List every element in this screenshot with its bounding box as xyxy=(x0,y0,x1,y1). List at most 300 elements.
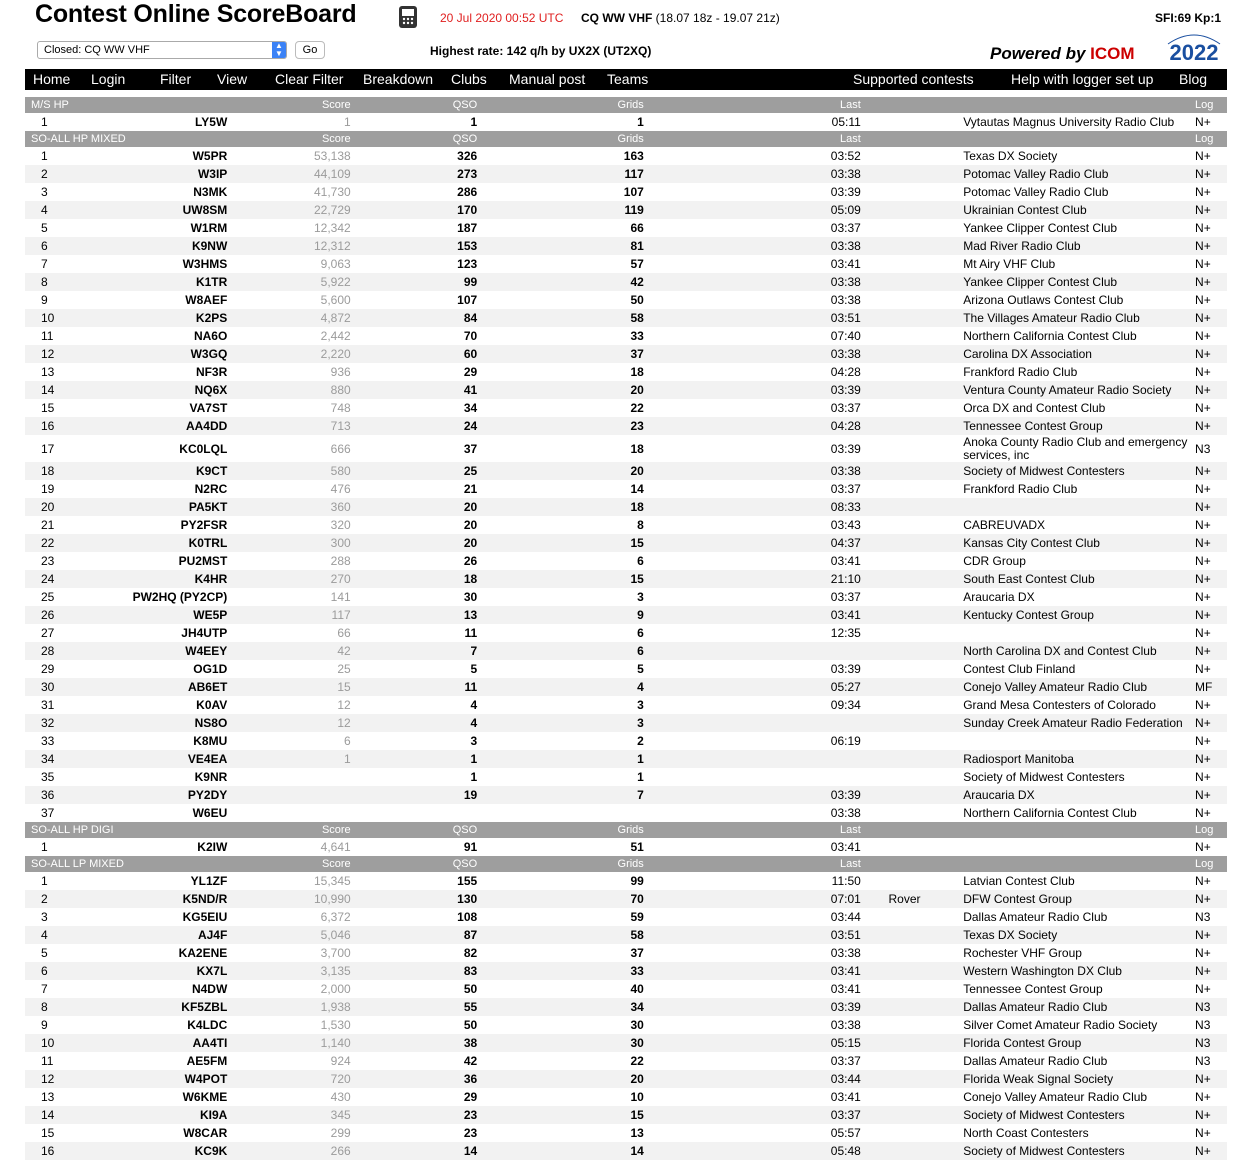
last-time: 03:41 xyxy=(644,980,861,998)
log-status[interactable]: N+ xyxy=(1195,201,1227,219)
table-row xyxy=(25,962,1227,980)
callsign[interactable]: PU2MST xyxy=(130,552,227,570)
log-status[interactable]: N+ xyxy=(1195,183,1227,201)
category xyxy=(861,327,948,345)
section-name[interactable]: SO-ALL LP MIXED xyxy=(25,856,130,872)
qso-count: 29 xyxy=(351,363,478,381)
club[interactable]: Ventura County Amateur Radio Society xyxy=(948,381,1195,399)
callsign[interactable]: KI9A xyxy=(130,1106,227,1124)
qso-count: 19 xyxy=(351,786,478,804)
last-time: 03:38 xyxy=(644,237,861,255)
log-status[interactable]: N+ xyxy=(1195,255,1227,273)
callsign[interactable]: K8MU xyxy=(130,732,227,750)
qso-count: 20 xyxy=(351,516,478,534)
club[interactable]: Northern California Contest Club xyxy=(948,804,1195,822)
main-nav xyxy=(25,69,1227,90)
position: 1 xyxy=(25,147,130,165)
last-time: 03:41 xyxy=(644,962,861,980)
last-time xyxy=(644,768,861,786)
grids: 14 xyxy=(477,1142,644,1160)
position: 20 xyxy=(25,498,130,516)
log-status[interactable]: N+ xyxy=(1195,660,1227,678)
club[interactable]: Potomac Valley Radio Club xyxy=(948,183,1195,201)
callsign[interactable]: W8CAR xyxy=(130,1124,227,1142)
grids: 20 xyxy=(477,381,644,399)
callsign[interactable]: W5PR xyxy=(130,147,227,165)
callsign[interactable]: PA5KT xyxy=(130,498,227,516)
callsign[interactable]: KC0LQL xyxy=(130,435,227,462)
score: 5,600 xyxy=(227,291,350,309)
log-status[interactable]: N+ xyxy=(1195,399,1227,417)
log-status[interactable]: N+ xyxy=(1195,962,1227,980)
log-status[interactable]: N+ xyxy=(1195,1142,1227,1160)
grids: 66 xyxy=(477,219,644,237)
log-status[interactable]: N+ xyxy=(1195,872,1227,890)
nav-teams[interactable]: Teams xyxy=(607,71,649,87)
log-status[interactable]: N+ xyxy=(1195,1070,1227,1088)
qso-count: 83 xyxy=(351,962,478,980)
callsign[interactable]: AA4DD xyxy=(130,417,227,435)
club[interactable]: The Villages Amateur Radio Club xyxy=(948,309,1195,327)
club[interactable]: Dallas Amateur Radio Club xyxy=(948,998,1195,1016)
qso-count: 11 xyxy=(351,678,478,696)
grids: 18 xyxy=(477,498,644,516)
grids: 58 xyxy=(477,926,644,944)
log-status[interactable]: N3 xyxy=(1195,1016,1227,1034)
callsign[interactable]: K0TRL xyxy=(130,534,227,552)
log-status[interactable]: N+ xyxy=(1195,714,1227,732)
qso-count: 34 xyxy=(351,399,478,417)
callsign[interactable]: K5ND/R xyxy=(130,890,227,908)
nav-view[interactable]: View xyxy=(217,71,248,87)
last-time: 03:38 xyxy=(644,165,861,183)
club[interactable]: Latvian Contest Club xyxy=(948,872,1195,890)
log-status[interactable]: N+ xyxy=(1195,327,1227,345)
log-status[interactable]: N3 xyxy=(1195,435,1227,462)
table-row xyxy=(25,696,1227,714)
callsign[interactable]: N4DW xyxy=(130,980,227,998)
log-status[interactable]: N+ xyxy=(1195,926,1227,944)
score xyxy=(227,786,350,804)
nav-help-logger[interactable]: Help with logger set up xyxy=(1011,71,1154,87)
score: 299 xyxy=(227,1124,350,1142)
category xyxy=(861,588,948,606)
log-status[interactable]: N+ xyxy=(1195,165,1227,183)
nav-login[interactable]: Login xyxy=(91,71,126,87)
club[interactable]: Orca DX and Contest Club xyxy=(948,399,1195,417)
club[interactable]: Kansas City Contest Club xyxy=(948,534,1195,552)
callsign[interactable]: KA2ENE xyxy=(130,944,227,962)
callsign[interactable]: W3GQ xyxy=(130,345,227,363)
grids: 2 xyxy=(477,732,644,750)
position: 37 xyxy=(25,804,130,822)
column-header-score: Score xyxy=(227,856,350,872)
log-status[interactable]: N+ xyxy=(1195,570,1227,588)
position: 2 xyxy=(25,890,130,908)
score: 713 xyxy=(227,417,350,435)
club[interactable]: Tennessee Contest Group xyxy=(948,980,1195,998)
qso-count: 13 xyxy=(351,606,478,624)
category xyxy=(861,1088,948,1106)
position: 14 xyxy=(25,1106,130,1124)
callsign[interactable]: K9CT xyxy=(130,462,227,480)
callsign[interactable]: NA6O xyxy=(130,327,227,345)
club[interactable]: Texas DX Society xyxy=(948,147,1195,165)
position: 1 xyxy=(25,838,130,856)
column-header-qso: QSO xyxy=(351,131,478,147)
log-status[interactable]: N+ xyxy=(1195,534,1227,552)
qso-count: 36 xyxy=(351,1070,478,1088)
last-time: 05:48 xyxy=(644,1142,861,1160)
last-time: 03:37 xyxy=(644,588,861,606)
log-status[interactable]: N+ xyxy=(1195,480,1227,498)
powered-by-icom[interactable] xyxy=(990,44,1135,64)
position: 11 xyxy=(25,1052,130,1070)
category xyxy=(861,786,948,804)
club[interactable] xyxy=(948,838,1195,856)
last-time: 03:43 xyxy=(644,516,861,534)
last-time xyxy=(644,750,861,768)
log-status[interactable]: N+ xyxy=(1195,147,1227,165)
mobile-phone-icon[interactable] xyxy=(396,4,420,30)
log-status[interactable]: N+ xyxy=(1195,750,1227,768)
callsign[interactable]: N3MK xyxy=(130,183,227,201)
club[interactable]: Dallas Amateur Radio Club xyxy=(948,1052,1195,1070)
club[interactable] xyxy=(948,498,1195,516)
club[interactable]: Society of Midwest Contesters xyxy=(948,462,1195,480)
nav-breakdown[interactable]: Breakdown xyxy=(363,71,434,87)
section-name[interactable]: SO-ALL HP MIXED xyxy=(25,131,130,147)
grids: 6 xyxy=(477,642,644,660)
club[interactable]: Silver Comet Amateur Radio Society xyxy=(948,1016,1195,1034)
log-status[interactable]: N3 xyxy=(1195,1052,1227,1070)
log-status[interactable]: N+ xyxy=(1195,838,1227,856)
log-status[interactable]: N+ xyxy=(1195,219,1227,237)
callsign[interactable]: YL1ZF xyxy=(130,872,227,890)
log-status[interactable]: N+ xyxy=(1195,552,1227,570)
log-status[interactable]: N3 xyxy=(1195,998,1227,1016)
qso-count: 4 xyxy=(351,696,478,714)
qso-count: 286 xyxy=(351,183,478,201)
club[interactable]: Mt Airy VHF Club xyxy=(948,255,1195,273)
position: 6 xyxy=(25,962,130,980)
qso-count: 20 xyxy=(351,498,478,516)
table-row xyxy=(25,345,1227,363)
section-spacer xyxy=(130,822,227,838)
nav-clear-filter[interactable]: Clear Filter xyxy=(275,71,344,87)
table-row xyxy=(25,147,1227,165)
score: 53,138 xyxy=(227,147,350,165)
grids: 14 xyxy=(477,480,644,498)
club[interactable]: Tennessee Contest Group xyxy=(948,417,1195,435)
highest-rate: Highest rate: 142 q/h by UX2X (UT2XQ) xyxy=(430,44,652,58)
position: 13 xyxy=(25,363,130,381)
category xyxy=(861,926,948,944)
log-status[interactable]: N+ xyxy=(1195,498,1227,516)
section-header xyxy=(25,822,1227,838)
table-row xyxy=(25,588,1227,606)
callsign[interactable]: NQ6X xyxy=(130,381,227,399)
grids: 1 xyxy=(477,113,644,131)
club[interactable]: Potomac Valley Radio Club xyxy=(948,165,1195,183)
position: 32 xyxy=(25,714,130,732)
log-status[interactable]: N+ xyxy=(1195,462,1227,480)
grids: 30 xyxy=(477,1016,644,1034)
callsign[interactable]: WE5P xyxy=(130,606,227,624)
log-status[interactable]: N+ xyxy=(1195,890,1227,908)
qso-count: 107 xyxy=(351,291,478,309)
callsign[interactable]: K4HR xyxy=(130,570,227,588)
callsign[interactable]: KF5ZBL xyxy=(130,998,227,1016)
category xyxy=(861,480,948,498)
table-row xyxy=(25,113,1227,131)
callsign[interactable]: AA4TI xyxy=(130,1034,227,1052)
section-name[interactable]: M/S HP xyxy=(25,97,130,113)
callsign[interactable]: AE5FM xyxy=(130,1052,227,1070)
category xyxy=(861,165,948,183)
log-status[interactable]: N+ xyxy=(1195,1124,1227,1142)
contest-name: CQ WW VHF xyxy=(581,11,653,25)
log-status[interactable]: N+ xyxy=(1195,237,1227,255)
club[interactable]: Araucaria DX xyxy=(948,588,1195,606)
score: 345 xyxy=(227,1106,350,1124)
callsign[interactable]: K9NR xyxy=(130,768,227,786)
section-spacer xyxy=(861,822,948,838)
log-status[interactable]: N+ xyxy=(1195,309,1227,327)
callsign[interactable]: K1TR xyxy=(130,273,227,291)
callsign[interactable]: K0AV xyxy=(130,696,227,714)
qso-count: 37 xyxy=(351,435,478,462)
club[interactable]: Conejo Valley Amateur Radio Club xyxy=(948,678,1195,696)
log-status[interactable]: N+ xyxy=(1195,291,1227,309)
log-status[interactable]: N+ xyxy=(1195,768,1227,786)
category xyxy=(861,962,948,980)
score: 4,641 xyxy=(227,838,350,856)
log-status[interactable]: N+ xyxy=(1195,588,1227,606)
club[interactable]: South East Contest Club xyxy=(948,570,1195,588)
score: 936 xyxy=(227,363,350,381)
grids: 33 xyxy=(477,327,644,345)
log-status[interactable]: N+ xyxy=(1195,363,1227,381)
club[interactable]: Mad River Radio Club xyxy=(948,237,1195,255)
solar-flux-index: SFI:69 Kp:1 xyxy=(1154,11,1221,25)
callsign[interactable]: OG1D xyxy=(130,660,227,678)
callsign[interactable]: KC9K xyxy=(130,1142,227,1160)
wrtc-2022-logo[interactable] xyxy=(1164,30,1224,66)
callsign[interactable]: W8AEF xyxy=(130,291,227,309)
table-row xyxy=(25,201,1227,219)
club[interactable]: Araucaria DX xyxy=(948,786,1195,804)
contest-period: (18.07 18z - 19.07 21z) xyxy=(655,11,780,25)
nav-blog[interactable]: Blog xyxy=(1179,71,1208,87)
club[interactable]: Society of Midwest Contesters xyxy=(948,1106,1195,1124)
nav-home[interactable]: Home xyxy=(33,71,71,87)
qso-count: 24 xyxy=(351,417,478,435)
callsign[interactable]: NF3R xyxy=(130,363,227,381)
callsign[interactable]: W4POT xyxy=(130,1070,227,1088)
log-status[interactable]: N+ xyxy=(1195,1106,1227,1124)
club[interactable]: Kentucky Contest Group xyxy=(948,606,1195,624)
category xyxy=(861,309,948,327)
log-status[interactable]: N3 xyxy=(1195,908,1227,926)
contest-select[interactable] xyxy=(37,41,287,59)
position: 17 xyxy=(25,435,130,462)
callsign[interactable]: W4EEY xyxy=(130,642,227,660)
log-status[interactable]: N+ xyxy=(1195,732,1227,750)
callsign[interactable]: W6KME xyxy=(130,1088,227,1106)
last-time: 06:19 xyxy=(644,732,861,750)
score: 12,342 xyxy=(227,219,350,237)
log-status[interactable]: N+ xyxy=(1195,944,1227,962)
club[interactable]: Yankee Clipper Contest Club xyxy=(948,219,1195,237)
category xyxy=(861,291,948,309)
club[interactable]: DFW Contest Group xyxy=(948,890,1195,908)
last-time: 03:44 xyxy=(644,908,861,926)
club[interactable]: Western Washington DX Club xyxy=(948,962,1195,980)
club[interactable]: Ukrainian Contest Club xyxy=(948,201,1195,219)
callsign[interactable]: W3IP xyxy=(130,165,227,183)
log-status[interactable]: N+ xyxy=(1195,786,1227,804)
club[interactable]: Grand Mesa Contesters of Colorado xyxy=(948,696,1195,714)
log-status[interactable]: N3 xyxy=(1195,1034,1227,1052)
club[interactable]: Dallas Amateur Radio Club xyxy=(948,908,1195,926)
club[interactable]: Vytautas Magnus University Radio Club xyxy=(948,113,1195,131)
callsign[interactable]: PY2DY xyxy=(130,786,227,804)
log-status[interactable]: N+ xyxy=(1195,696,1227,714)
club[interactable]: Florida Weak Signal Society xyxy=(948,1070,1195,1088)
callsign[interactable]: W6EU xyxy=(130,804,227,822)
club[interactable]: CDR Group xyxy=(948,552,1195,570)
log-status[interactable]: N+ xyxy=(1195,642,1227,660)
club[interactable]: North Coast Contesters xyxy=(948,1124,1195,1142)
log-status[interactable]: N+ xyxy=(1195,1088,1227,1106)
callsign[interactable]: KX7L xyxy=(130,962,227,980)
category xyxy=(861,624,948,642)
club[interactable]: Frankford Radio Club xyxy=(948,480,1195,498)
club[interactable]: Sunday Creek Amateur Radio Federation xyxy=(948,714,1195,732)
callsign[interactable]: PY2FSR xyxy=(130,516,227,534)
category xyxy=(861,908,948,926)
callsign[interactable]: W3HMS xyxy=(130,255,227,273)
position: 19 xyxy=(25,480,130,498)
last-time: 03:44 xyxy=(644,1070,861,1088)
category xyxy=(861,642,948,660)
callsign[interactable]: VA7ST xyxy=(130,399,227,417)
club[interactable]: Conejo Valley Amateur Radio Club xyxy=(948,1088,1195,1106)
last-time: 03:41 xyxy=(644,552,861,570)
club[interactable] xyxy=(948,624,1195,642)
log-status[interactable]: N+ xyxy=(1195,381,1227,399)
category xyxy=(861,1142,948,1160)
nav-filter[interactable]: Filter xyxy=(160,71,192,87)
callsign[interactable]: PW2HQ (PY2CP) xyxy=(130,588,227,606)
section-spacer xyxy=(948,97,1195,113)
club[interactable]: Society of Midwest Contesters xyxy=(948,1142,1195,1160)
qso-count: 1 xyxy=(351,750,478,768)
position: 35 xyxy=(25,768,130,786)
log-status[interactable]: N+ xyxy=(1195,273,1227,291)
section-name[interactable]: SO-ALL HP DIGI xyxy=(25,822,130,838)
callsign[interactable]: VE4EA xyxy=(130,750,227,768)
section-spacer xyxy=(948,856,1195,872)
position: 8 xyxy=(25,273,130,291)
table-row xyxy=(25,838,1227,856)
callsign[interactable]: NS8O xyxy=(130,714,227,732)
column-header-log: Log xyxy=(1195,822,1227,838)
club[interactable]: Arizona Outlaws Contest Club xyxy=(948,291,1195,309)
nav-manual-post[interactable]: Manual post xyxy=(509,71,586,87)
club[interactable]: North Carolina DX and Contest Club xyxy=(948,642,1195,660)
club[interactable]: Frankford Radio Club xyxy=(948,363,1195,381)
site-title[interactable]: Contest Online ScoreBoard xyxy=(35,0,357,28)
grids: 6 xyxy=(477,624,644,642)
callsign[interactable]: W1RM xyxy=(130,219,227,237)
callsign[interactable]: K2PS xyxy=(130,309,227,327)
log-status[interactable]: N+ xyxy=(1195,417,1227,435)
club[interactable]: Texas DX Society xyxy=(948,926,1195,944)
club[interactable]: Society of Midwest Contesters xyxy=(948,768,1195,786)
nav-clubs[interactable]: Clubs xyxy=(451,71,487,87)
grids xyxy=(477,804,644,822)
club[interactable] xyxy=(948,732,1195,750)
grids: 58 xyxy=(477,309,644,327)
score: 2,442 xyxy=(227,327,350,345)
wrtc-year: 2022 xyxy=(1169,40,1219,65)
go-button[interactable]: Go xyxy=(295,41,325,59)
table-row xyxy=(25,516,1227,534)
log-status[interactable]: N+ xyxy=(1195,980,1227,998)
callsign[interactable]: N2RC xyxy=(130,480,227,498)
log-status[interactable]: N+ xyxy=(1195,804,1227,822)
log-status[interactable]: N+ xyxy=(1195,624,1227,642)
club[interactable]: Radiosport Manitoba xyxy=(948,750,1195,768)
log-status[interactable]: MF xyxy=(1195,678,1227,696)
club[interactable]: Florida Contest Group xyxy=(948,1034,1195,1052)
log-status[interactable]: N+ xyxy=(1195,345,1227,363)
category xyxy=(861,732,948,750)
club[interactable]: Yankee Clipper Contest Club xyxy=(948,273,1195,291)
table-row xyxy=(25,998,1227,1016)
callsign[interactable]: K4LDC xyxy=(130,1016,227,1034)
log-status[interactable]: N+ xyxy=(1195,516,1227,534)
club[interactable]: Carolina DX Association xyxy=(948,345,1195,363)
callsign[interactable]: KG5EIU xyxy=(130,908,227,926)
position: 36 xyxy=(25,786,130,804)
nav-supported-contests[interactable]: Supported contests xyxy=(853,71,974,87)
last-time: 09:34 xyxy=(644,696,861,714)
club[interactable]: Anoka County Radio Club and emergency services, inc xyxy=(948,435,1195,462)
club[interactable]: Northern California Contest Club xyxy=(948,327,1195,345)
callsign[interactable]: K2IW xyxy=(130,838,227,856)
callsign[interactable]: JH4UTP xyxy=(130,624,227,642)
club[interactable]: CABREUVADX xyxy=(948,516,1195,534)
callsign[interactable]: AB6ET xyxy=(130,678,227,696)
column-header-last: Last xyxy=(644,131,861,147)
callsign[interactable]: UW8SM xyxy=(130,201,227,219)
callsign[interactable]: AJ4F xyxy=(130,926,227,944)
club[interactable]: Contest Club Finland xyxy=(948,660,1195,678)
callsign[interactable]: LY5W xyxy=(130,113,227,131)
category xyxy=(861,1070,948,1088)
log-status[interactable]: N+ xyxy=(1195,113,1227,131)
table-row xyxy=(25,1142,1227,1160)
callsign[interactable]: K9NW xyxy=(130,237,227,255)
table-row xyxy=(25,183,1227,201)
log-status[interactable]: N+ xyxy=(1195,606,1227,624)
table-row xyxy=(25,606,1227,624)
club[interactable]: Rochester VHF Group xyxy=(948,944,1195,962)
category xyxy=(861,696,948,714)
